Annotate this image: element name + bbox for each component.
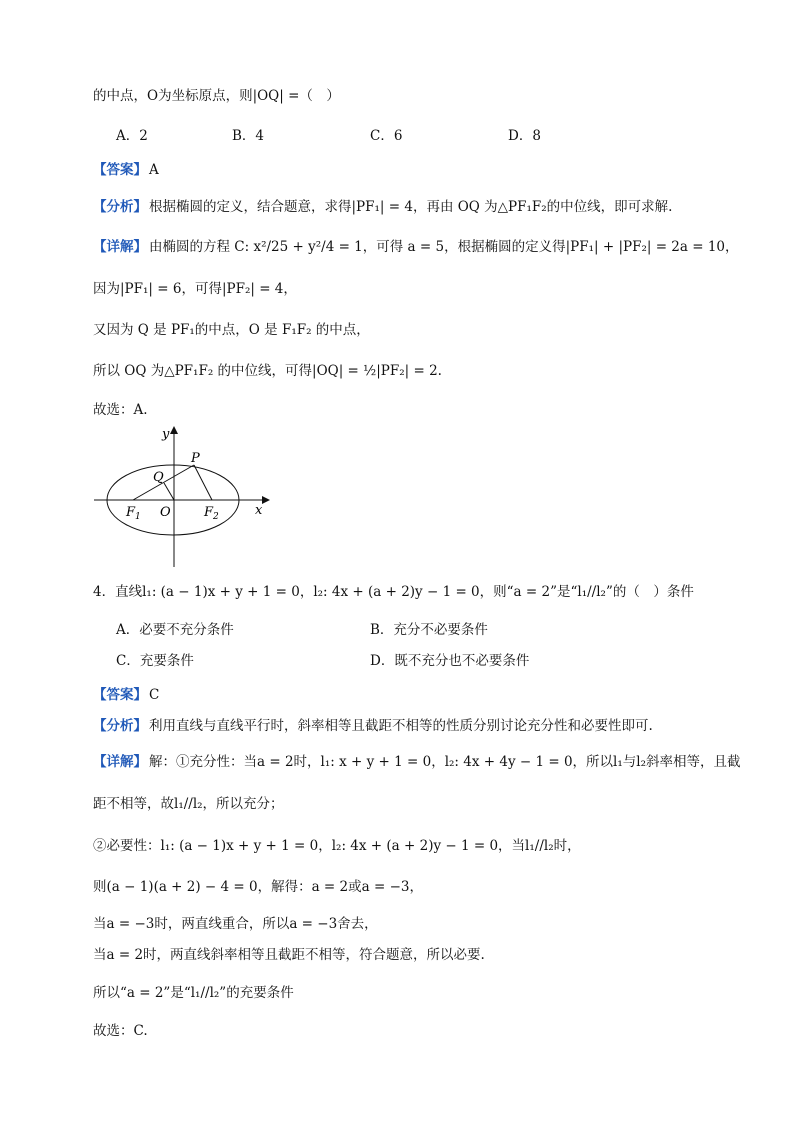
q4-stem: 4．直线l₁: (a − 1)x + y + 1 = 0，l₂: 4x + (a + 2)y − 1 = 0，则“a = 2”是“l₁//l₂”的（ ）条件 <box>93 584 694 600</box>
analysis-tag: 【分析】 <box>93 199 147 215</box>
label-o: O <box>160 505 171 520</box>
label-x: x <box>255 503 263 518</box>
label-f1: $F_1$ <box>126 505 141 522</box>
q4-option-b: B．充分不必要条件 <box>370 622 488 638</box>
q3-option-d: D．8 <box>508 128 541 144</box>
detail-tag: 【详解】 <box>93 239 147 255</box>
answer-tag: 【答案】 <box>93 162 147 178</box>
detail-text: 由椭圆的方程 C: x²/25 + y²/4 = 1，可得 a = 5，根据椭圆的定义得|PF₁| + |PF₂| = 2a = 10， <box>149 239 739 255</box>
analysis-text: 根据椭圆的定义，结合题意，求得|PF₁| = 4，再由 OQ 为△PF₁F₂的中位线，即可求解. <box>149 199 673 215</box>
q4-detail-line-8: 故选：C. <box>93 1023 148 1039</box>
q3-detail-line-1 <box>93 237 739 257</box>
x-axis-arrow <box>262 496 270 504</box>
q4-option-a: A．必要不充分条件 <box>116 622 234 638</box>
q4-option-c: C．充要条件 <box>116 653 194 669</box>
answer-value: A <box>149 162 159 178</box>
q4-detail-line-2: 距不相等，故l₁//l₂，所以充分； <box>93 796 284 812</box>
q4-option-d: D．既不充分也不必要条件 <box>370 653 530 669</box>
label-y: y <box>162 427 170 442</box>
q4-detail-line-4: 则(a − 1)(a + 2) − 4 = 0，解得：a = 2或a = −3， <box>93 879 423 895</box>
label-p: P <box>191 451 200 466</box>
q3-detail-line-5: 故选：A. <box>93 402 148 418</box>
q3-option-b: B．4 <box>232 128 265 144</box>
q3-option-a: A．2 <box>116 128 148 144</box>
detail-tag: 【详解】 <box>93 754 147 770</box>
q4-detail-line-5: 当a = −3时，两直线重合，所以a = −3舍去， <box>93 916 378 932</box>
answer-tag: 【答案】 <box>93 687 147 703</box>
q4-detail-line-6: 当a = 2时，两直线斜率相等且截距不相等，符合题意，所以必要. <box>93 947 485 963</box>
q4-analysis <box>93 716 653 736</box>
analysis-tag: 【分析】 <box>93 718 147 734</box>
q3-detail-line-4: 所以 OQ 为△PF₁F₂ 的中位线，可得|OQ| = ½|PF₂| = 2. <box>93 363 442 379</box>
analysis-text: 利用直线与直线平行时，斜率相等且截距不相等的性质分别讨论充分性和必要性即可. <box>149 718 653 734</box>
ellipse-figure <box>92 424 272 569</box>
y-axis-arrow <box>170 426 178 434</box>
q4-detail-line-7: 所以“a = 2”是“l₁//l₂”的充要条件 <box>93 985 294 1001</box>
label-q: Q <box>153 470 164 485</box>
label-f2: $F_2$ <box>204 505 219 522</box>
segment-oq <box>164 483 174 500</box>
answer-value: C <box>149 687 160 703</box>
q4-detail-line-3: ②必要性：l₁: (a − 1)x + y + 1 = 0，l₂: 4x + (a + 2)y − 1 = 0，当l₁//l₂时， <box>93 838 581 854</box>
q3-option-c: C．6 <box>370 128 403 144</box>
q4-answer <box>93 685 159 705</box>
q3-stem-tail: 的中点，O为坐标原点，则|OQ| =（ ） <box>93 88 340 104</box>
q3-detail-line-3: 又因为 Q 是 PF₁的中点，O 是 F₁F₂ 的中点， <box>93 322 370 338</box>
q3-answer <box>93 160 159 180</box>
q3-analysis <box>93 197 672 217</box>
q3-detail-line-2: 因为|PF₁| = 6，可得|PF₂| = 4， <box>93 281 297 297</box>
detail-text: 解：①充分性：当a = 2时，l₁: x + y + 1 = 0，l₂: 4x + 4y − 1 = 0，所以l₁与l₂斜率相等，且截 <box>149 754 741 770</box>
q4-detail-line-1 <box>93 752 741 772</box>
